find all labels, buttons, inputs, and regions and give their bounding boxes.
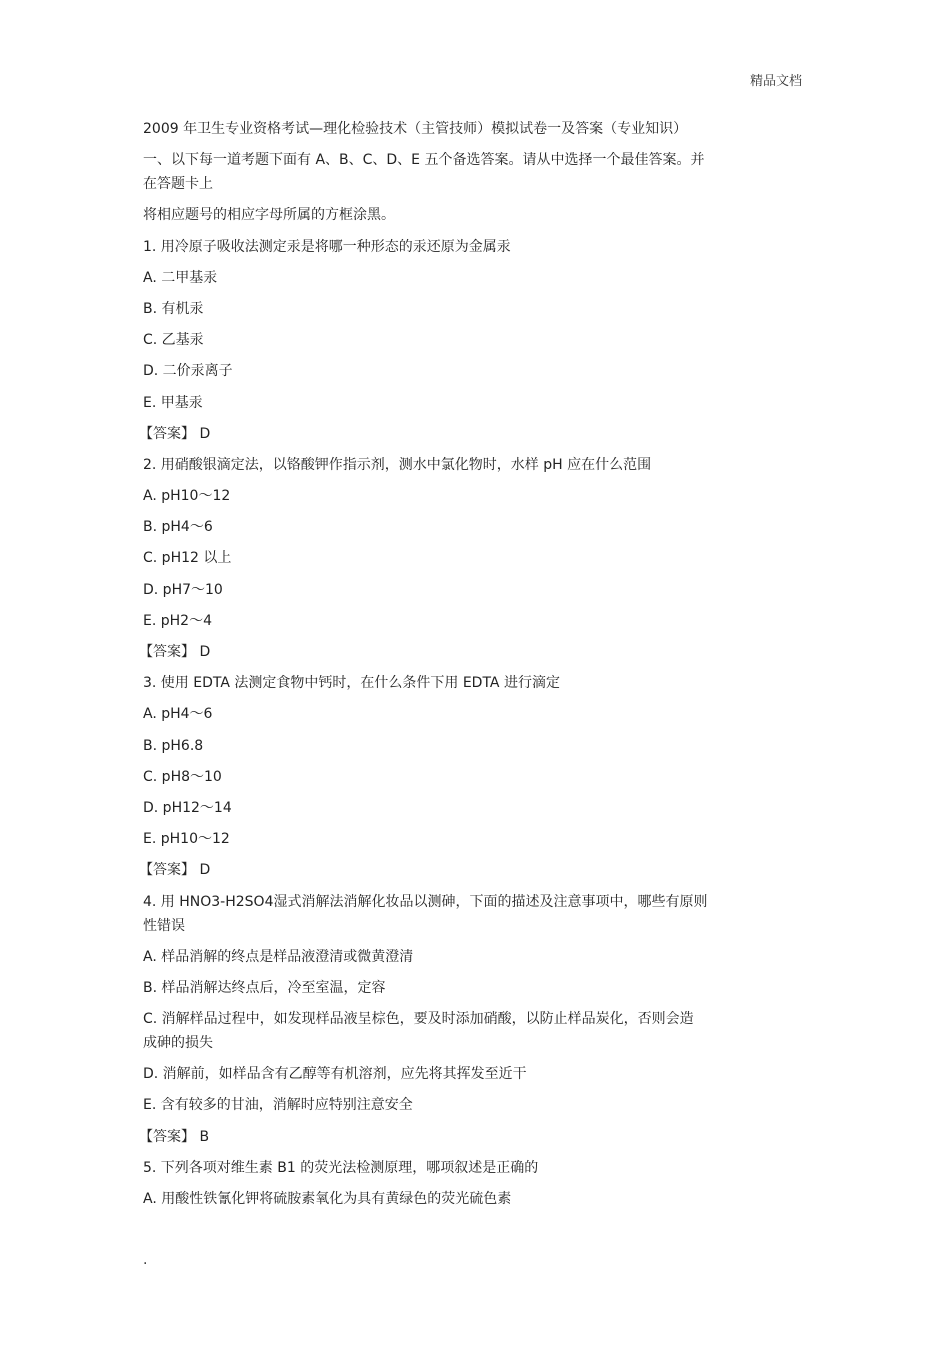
question-4-option-c: C. 消解样品过程中，如发现样品液呈棕色，要及时添加硝酸，以防止样品炭化，否则会造 — [143, 1011, 694, 1028]
question-2-option-b: B. pH4～6 — [143, 519, 213, 536]
question-3-stem: 3. 使用 EDTA 法测定食物中钙时，在什么条件下用 EDTA 进行滴定 — [143, 675, 560, 692]
question-3-option-a: A. pH4～6 — [143, 706, 213, 723]
question-4-stem-continued: 性错误 — [143, 917, 185, 934]
document-title: 2009 年卫生专业资格考试—理化检验技术（主管技师）模拟试卷一及答案（专业知识） — [143, 121, 688, 137]
question-1-option-d: D. 二价汞离子 — [143, 363, 233, 380]
question-1-answer: 【答案】 D — [139, 425, 211, 442]
instruction-line: 在答题卡上 — [143, 176, 213, 193]
question-4-stem: 4. 用 HNO3-H2SO4湿式消解法消解化妆品以测砷，下面的描述及注意事项中，哪些有原则 — [143, 893, 708, 910]
question-1-option-e: E. 甲基汞 — [143, 394, 203, 411]
document-body — [139, 120, 783, 1221]
question-1-stem: 1. 用冷原子吸收法测定汞是将哪一种形态的汞还原为金属汞 — [143, 238, 511, 255]
question-4-option-c-continued: 成砷的损失 — [143, 1035, 213, 1052]
question-1-option-b: B. 有机汞 — [143, 300, 204, 317]
question-4-answer: 【答案】 B — [139, 1128, 210, 1145]
question-3-option-d: D. pH12～14 — [143, 799, 232, 816]
question-3-option-c: C. pH8～10 — [143, 768, 222, 785]
question-2-option-c: C. pH12 以上 — [143, 550, 232, 567]
question-2-option-e: E. pH2～4 — [143, 612, 212, 629]
question-5-stem: 5. 下列各项对维生素 B1 的荧光法检测原理，哪项叙述是正确的 — [143, 1159, 539, 1176]
question-5-option-a: A. 用酸性铁氰化钾将硫胺素氧化为具有黄绿色的荧光硫色素 — [143, 1191, 512, 1207]
question-2-option-a: A. pH10～12 — [143, 488, 231, 505]
question-2-option-d: D. pH7～10 — [143, 581, 223, 598]
question-4-option-d: D. 消解前，如样品含有乙醇等有机溶剂，应先将其挥发至近干 — [143, 1066, 527, 1083]
header-watermark: 精品文档 — [749, 74, 802, 89]
footer-mark: . — [143, 1252, 148, 1268]
question-4-option-a: A. 样品消解的终点是样品液澄清或微黄澄清 — [143, 948, 414, 965]
question-3-option-e: E. pH10～12 — [143, 831, 230, 848]
question-4-option-b: B. 样品消解达终点后，冷至室温，定容 — [143, 979, 386, 996]
instruction-line: 将相应题号的相应字母所属的方框涂黑。 — [143, 207, 395, 224]
instruction-line: 一、以下每一道考题下面有 A、B、C、D、E 五个备选答案。请从中选择一个最佳答案。并 — [143, 152, 705, 169]
question-3-answer: 【答案】 D — [139, 862, 211, 879]
question-2-stem: 2. 用硝酸银滴定法，以铬酸钾作指示剂，测水中氯化物时，水样 pH 应在什么范围 — [143, 456, 652, 473]
question-1-option-c: C. 乙基汞 — [143, 332, 204, 349]
question-4-option-e: E. 含有较多的甘油，消解时应特别注意安全 — [143, 1097, 413, 1114]
question-3-option-b: B. pH6.8 — [143, 737, 204, 754]
question-1-option-a: A. 二甲基汞 — [143, 269, 218, 286]
question-2-answer: 【答案】 D — [139, 644, 211, 660]
